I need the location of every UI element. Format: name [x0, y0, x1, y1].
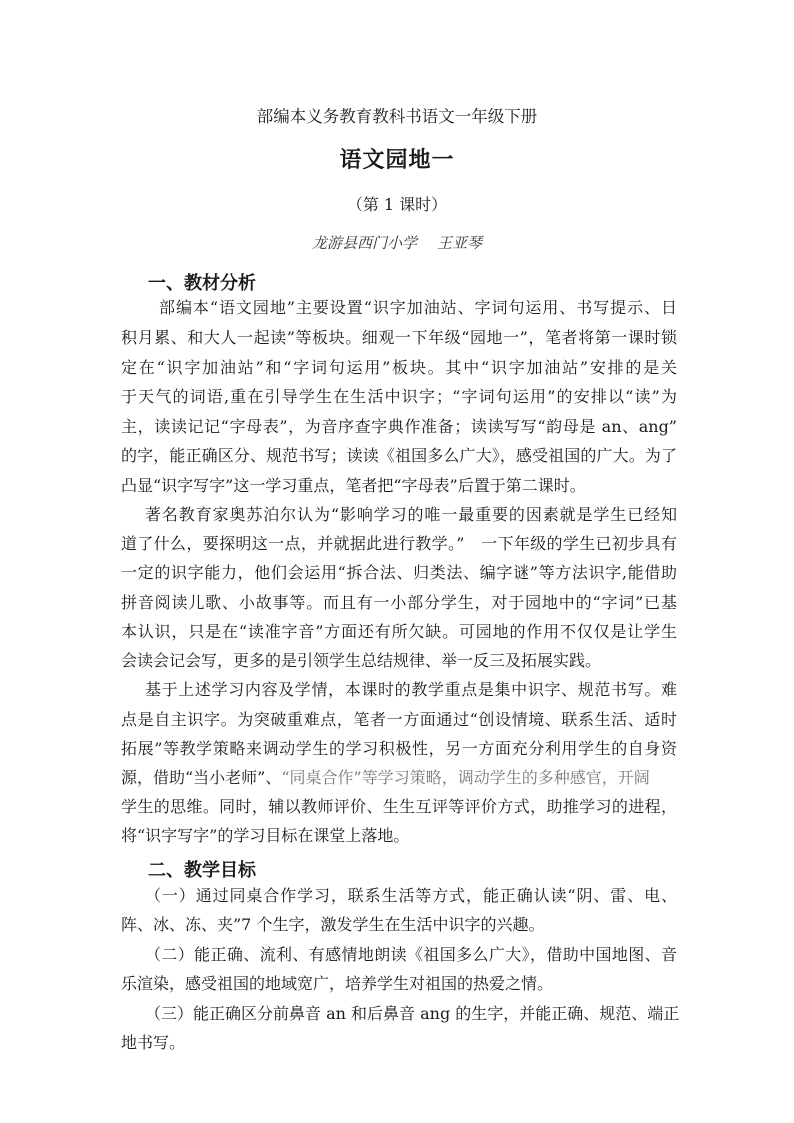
author-name: 王亚琴: [437, 234, 483, 252]
paragraph-text: 源，借助“当小老师”、: [121, 768, 282, 787]
paragraph-line: 拼音阅读儿歌、小故事等。而且有一小部分学生，对于园地中的“字词”已基: [121, 593, 677, 612]
author-line: [0, 232, 794, 253]
paragraph-line: （三）能正确区分前鼻音 an 和后鼻音 ang 的生字，并能正确、规范、端正: [145, 1004, 680, 1023]
paragraph-line: 将“识字写字”的学习目标在课堂上落地。: [121, 826, 410, 845]
paragraph-line: 点是自主识字。为突破重难点，笔者一方面通过“创设情境、联系生活、适时: [121, 710, 677, 729]
paragraph-line: 本认识，只是在“读准字音”方面还有所欠缺。可园地的作用不仅仅是让学生: [121, 622, 677, 641]
lesson-label: （第 1 课时）: [346, 195, 448, 214]
paragraph-line: 凸显“识字写字”这一学习重点，笔者把“字母表”后置于第二课时。: [121, 476, 586, 495]
paragraph-line: 著名教育家奥苏泊尔认为“影响学习的唯一最重要的因素就是学生已经知: [145, 505, 677, 524]
gray-text-segment: “同桌合作”等学习策略，调动学生的多种感官，开阔: [281, 768, 650, 787]
page-title: 语文园地一: [339, 147, 455, 173]
paragraph-line: 一定的识字能力，他们会运用“拆合法、归类法、编字谜”等方法识字,能借助: [121, 563, 677, 582]
paragraph-line: （二）能正确、流利、有感情地朗读《祖国多么广大》，借助中国地图、音: [145, 945, 677, 964]
paragraph-line: 地书写。: [121, 1033, 186, 1052]
section-heading-analysis: 一、教材分析: [148, 273, 256, 294]
paragraph-line: 乐渲染，感受祖国的地域宽广，培养学生对祖国的热爱之情。: [121, 974, 554, 993]
paragraph-line: 部编本“语文园地”主要设置“识字加油站、字词句运用、书写提示、日: [159, 298, 677, 317]
paragraph-line: 道了什么，要探明这一点，并就据此进行教学。” 一下年级的学生已初步具有: [121, 534, 677, 553]
school-name: 龙游县西门小学: [311, 234, 417, 252]
paragraph-line: 拓展”等教学策略来调动学生的学习积极性，另一方面充分利用学生的自身资: [121, 739, 677, 758]
paragraph-line: 主，读读记记“字母表”，为音序查字典作准备；读读写写“韵母是 an、ang”: [121, 417, 677, 436]
paragraph-line: 定在“识字加油站”和“字词句运用”板块。其中“识字加油站”安排的是关: [121, 358, 677, 377]
paragraph-line: 基于上述学习内容及学情，本课时的教学重点是集中识字、规范书写。难: [145, 680, 677, 699]
paragraph-line: 的字，能正确区分、规范书写；读读《祖国多么广大》，感受祖国的广大。为了: [121, 446, 677, 465]
section-heading-goals: 二、教学目标: [148, 860, 256, 881]
paragraph-line: 积月累、和大人一起读”等板块。细观一下年级“园地一”，笔者将第一课时锁: [121, 328, 677, 347]
paragraph-line: 会读会记会写，更多的是引领学生总结规律、举一反三及拓展实践。: [121, 651, 602, 670]
paragraph-line: （一）通过同桌合作学习，联系生活等方式，能正确认读“阴、雷、电、: [145, 886, 677, 905]
textbook-subtitle: 部编本义务教育教科书语文一年级下册: [256, 107, 538, 126]
paragraph-line: 于天气的词语,重在引导学生在生活中识字；“字词句运用”的安排以“读”为: [121, 387, 677, 406]
paragraph-line-mixed: [121, 768, 677, 788]
paragraph-line: 学生的思维。同时，辅以教师评价、生生互评等评价方式，助推学习的进程，: [121, 797, 677, 816]
paragraph-line: 阵、冰、冻、夹”7 个生字，激发学生在生活中识字的兴趣。: [121, 915, 545, 934]
